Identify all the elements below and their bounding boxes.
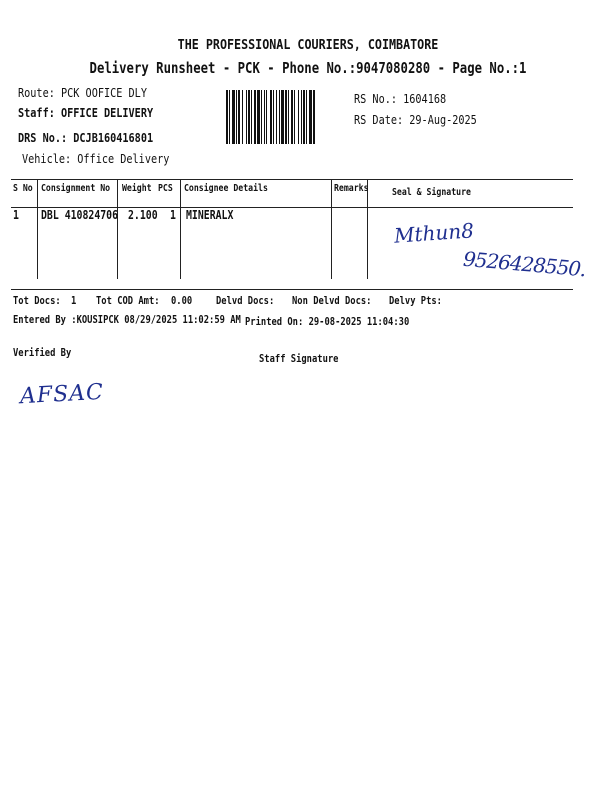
handwritten-signature-phone: 9526428550. (462, 246, 587, 282)
entered-by: Entered By :KOUSIPCK 08/29/2025 11:02:59 AM (13, 313, 241, 326)
staff-label: Staff: OFFICE DELIVERY (18, 106, 154, 120)
handwritten-signature-name: Mthun8 (393, 218, 475, 248)
barcode-image (226, 90, 350, 144)
runsheet-subtitle: Delivery Runsheet - PCK - Phone No.:9047080280 - Page No.:1 (89, 59, 527, 77)
col-header-pcs: PCS (158, 183, 173, 194)
drs-number: DRS No.: DCJB160416801 (18, 131, 154, 145)
col-header-sno: S No (13, 183, 33, 194)
col-divider (180, 179, 181, 279)
table-top-rule (11, 179, 573, 180)
total-cod-value: 0.00 (171, 294, 193, 307)
handwritten-verified-initials: AFSAC (19, 379, 105, 410)
printed-on: Printed On: 29-08-2025 11:04:30 (245, 315, 410, 328)
total-cod-label: Tot COD Amt: (96, 294, 160, 307)
col-divider (117, 179, 118, 279)
row-sno: 1 (13, 208, 19, 222)
staff-signature-label: Staff Signature (259, 352, 339, 365)
rs-number: RS No.: 1604168 (354, 92, 447, 106)
vehicle-label: Vehicle: Office Delivery (22, 152, 170, 166)
row-pcs: 1 (170, 208, 176, 222)
col-divider (37, 179, 38, 279)
table-bottom-rule (11, 289, 573, 290)
col-header-seal: Seal & Signature (392, 187, 471, 198)
company-title: THE PROFESSIONAL COURIERS, COIMBATORE (177, 38, 439, 53)
route-label: Route: PCK OOFICE DLY (18, 86, 147, 100)
delivery-points-label: Delvy Pts: (389, 294, 442, 307)
col-header-weight: Weight (122, 183, 152, 194)
col-header-remarks: Remarks (334, 183, 369, 194)
col-divider (331, 179, 332, 279)
row-consignee: MINERALX (186, 208, 234, 222)
row-consignment-no: DBL 410824706 (41, 208, 119, 222)
delivered-docs-label: Delvd Docs: (216, 294, 275, 307)
total-docs-value: 1 (71, 294, 77, 307)
verified-by-label: Verified By (13, 346, 72, 359)
rs-date: RS Date: 29-Aug-2025 (354, 113, 477, 127)
col-divider (367, 179, 368, 279)
row-weight: 2.100 (128, 208, 158, 222)
col-header-consignment: Consignment No (41, 183, 111, 194)
non-delivered-docs-label: Non Delvd Docs: (292, 294, 372, 307)
total-docs-label: Tot Docs: (13, 294, 61, 307)
col-header-consignee: Consignee Details (184, 183, 268, 194)
